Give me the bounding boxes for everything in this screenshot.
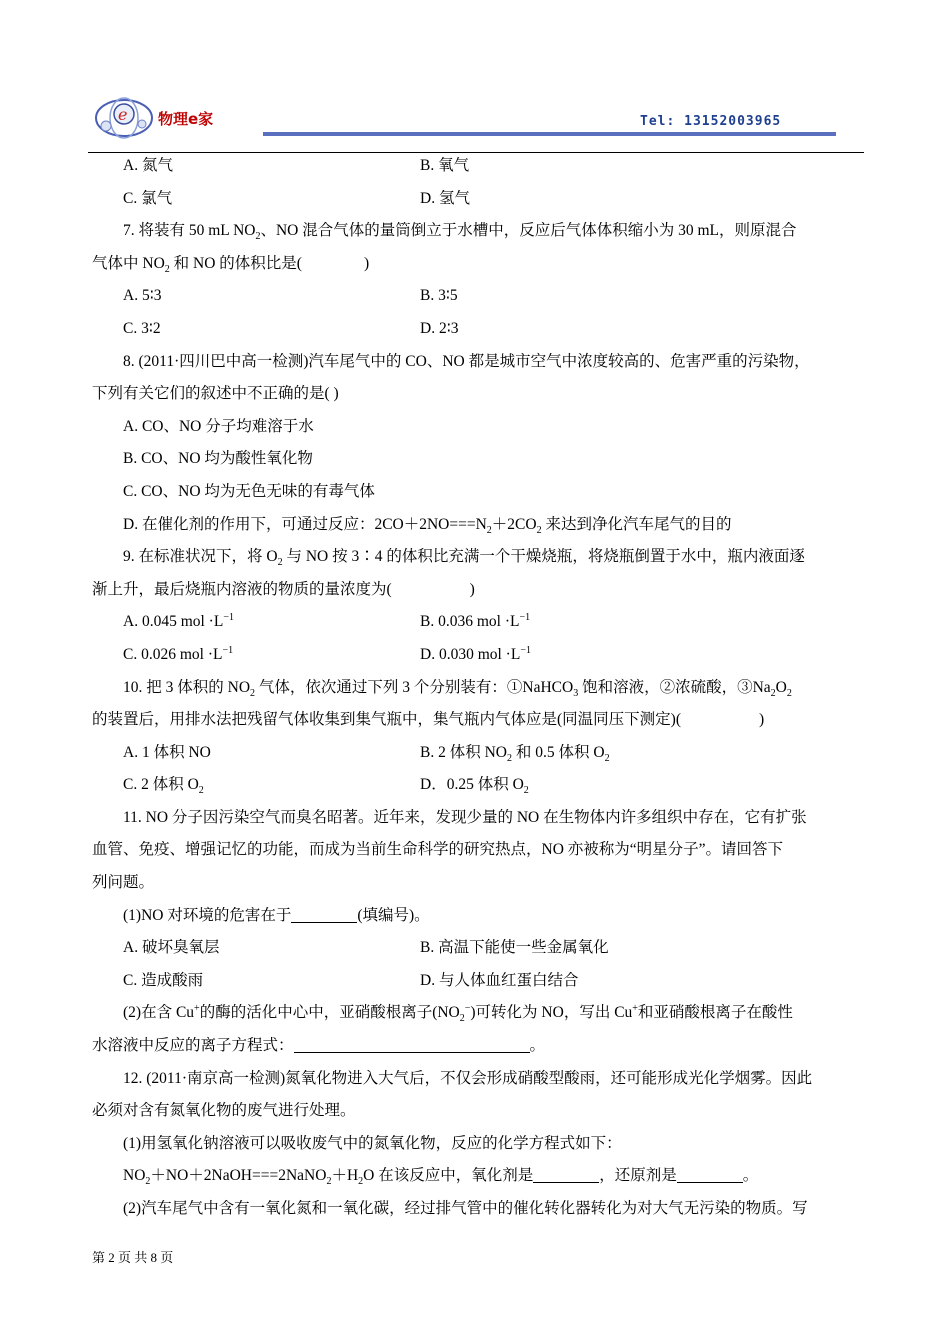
option-a: A. 0.045 mol $\cdot L^{-1}$ <box>123 612 234 631</box>
option-c: C. 0.026 mol $\cdot L^{-1}$ <box>123 644 234 663</box>
q7-options-cd <box>92 313 862 346</box>
option-b: B. 2 体积 $NO_2$ 和 0.5 体积 $O_2$ <box>420 743 610 764</box>
q12-line-1: 12. (2011·南京高一检测)氮氧化物进入大气后，不仅会形成硝酸型酸雨，还可能形成光化学烟雾。因此 <box>123 1069 813 1087</box>
answer-blank <box>677 1166 743 1183</box>
q9-options-cd <box>92 639 862 672</box>
q12-line-2: 必须对含有氮氧化物的废气进行处理。 <box>92 1102 356 1120</box>
q8-option-a: A. CO、NO 分子均难溶于水 <box>123 417 314 435</box>
q11-part-2: (2)在含 Cu+的酶的活化中心中，亚硝酸根离子$(NO_2^-)$可转化为 NO，写出 Cu+和亚硝酸根离子在酸性 <box>123 1003 793 1025</box>
q9-line-2: 渐上升，最后烧瓶内溶液的物质的量浓度为( ) <box>92 580 475 598</box>
q11-line-2: 血管、免疫、增强记忆的功能，而成为当前生命科学的研究热点，NO 亦被称为“明星分子”。请回答下 <box>92 841 784 859</box>
q8-option-b: B. CO、NO 均为酸性氧化物 <box>123 450 313 468</box>
option-d: D．0.25 体积 $O_2$ <box>420 776 529 797</box>
option-d: D. 2∶3 <box>420 319 459 337</box>
document-body <box>92 150 862 1226</box>
q8-option-d: D. 在催化剂的作用下，可通过反应：$2CO+2NO===N_2+2CO_2$ 来达到净化汽车尾气的目的 <box>123 515 732 536</box>
q8-option-c: C. CO、NO 均为无色无味的有毒气体 <box>123 482 375 500</box>
option-c: C. 氯气 <box>123 189 173 207</box>
q12-equation: $NO_2+NO+2NaOH===2NaNO_2+H_2O$ 在该反应中，氧化剂是 ，还原剂是 。 <box>123 1167 759 1188</box>
q6-options-ab <box>92 150 862 183</box>
q11-line-3: 列问题。 <box>92 874 155 892</box>
q9-options-ab <box>92 606 862 639</box>
option-d: D. 0.030 mol $\cdot L^{-1}$ <box>420 644 531 663</box>
q7-line-1: 7. 将装有 50 mL $NO_2$、NO 混合气体的量筒倒立于水槽中，反应后气体体积缩小为 30 mL，则原混合 <box>123 222 797 243</box>
answer-blank <box>291 906 357 923</box>
header-phone: Tel: 13152003965 <box>640 114 782 129</box>
q10-options-ab <box>92 737 862 770</box>
q6-options-cd <box>92 183 862 216</box>
option-a: A. 破坏臭氧层 <box>123 939 220 957</box>
page-footer: 第 2 页 共 8 页 <box>92 1250 174 1265</box>
option-c: C. 造成酸雨 <box>123 971 204 989</box>
option-d: D. 与人体血红蛋白结合 <box>420 971 579 989</box>
option-a: A. 1 体积 NO <box>123 743 211 761</box>
q10-options-cd <box>92 769 862 802</box>
header-rule <box>263 132 836 136</box>
q10-line-2: 的装置后，用排水法把残留气体收集到集气瓶中，集气瓶内气体应是(同温同压下测定)( ) <box>92 711 765 729</box>
q12-part-2: (2)汽车尾气中含有一氧化氮和一氧化碳，经过排气管中的催化转化器转化为对大气无污染的物质。写 <box>123 1200 808 1217</box>
option-d: D. 氢气 <box>420 189 470 207</box>
q10-line-1: 10. 把 3 体积的 $NO_2$ 气体，依次通过下列 3 个分别装有：①NaHCO$_3$ 饱和溶液，②浓硫酸，$③Na_2O_2$ <box>123 678 792 699</box>
q8-line-2: 下列有关它们的叙述中不正确的是( ) <box>92 385 339 403</box>
page-header <box>88 88 864 158</box>
q12-part-1: (1)用氢氧化钠溶液可以吸收废气中的氮氧化物，反应的化学方程式如下： <box>123 1134 622 1152</box>
q11-options-ab <box>92 932 862 965</box>
option-c: C. 2 体积 $O_2$ <box>123 776 204 797</box>
option-a: A. 氮气 <box>123 157 173 174</box>
q7-options-ab <box>92 280 862 313</box>
q11-line-1: 11. NO 分子因污染空气而臭名昭著。近年来，发现少量的 NO 在生物体内许多组织中存在，它有扩张 <box>123 808 807 826</box>
option-b: B. 氧气 <box>420 157 470 174</box>
q11-part-1: (1)NO 对环境的危害在于 (填编号)。 <box>123 906 430 924</box>
option-c: C. 3∶2 <box>123 319 161 337</box>
option-a: A. 5∶3 <box>123 287 162 305</box>
q11-part-2-cont: 水溶液中反应的离子方程式： 。 <box>92 1037 546 1055</box>
q9-line-1: 9. 在标准状况下，将 $O_2$ 与 NO 按 3∶4 的体积比充满一个干燥烧瓶，将烧瓶倒置于水中，瓶内液面逐 <box>123 548 805 569</box>
option-b: B. 0.036 mol $\cdot L^{-1}$ <box>420 612 531 631</box>
answer-blank <box>533 1166 599 1183</box>
option-b: B. 高温下能使一些金属氧化 <box>420 939 609 957</box>
q11-options-cd <box>92 965 862 998</box>
q8-line-1: 8. (2011·四川巴中高一检测)汽车尾气中的 CO、NO 都是城市空气中浓度较高的、危害严重的污染物， <box>123 352 810 370</box>
q7-line-2: 气体中 $NO_2$ 和 NO 的体积比是( ) <box>92 254 370 275</box>
answer-blank <box>294 1036 530 1053</box>
svg-text:e: e <box>118 105 128 124</box>
option-b: B. 3∶5 <box>420 287 458 305</box>
logo-text: 物理e家 <box>158 110 214 128</box>
